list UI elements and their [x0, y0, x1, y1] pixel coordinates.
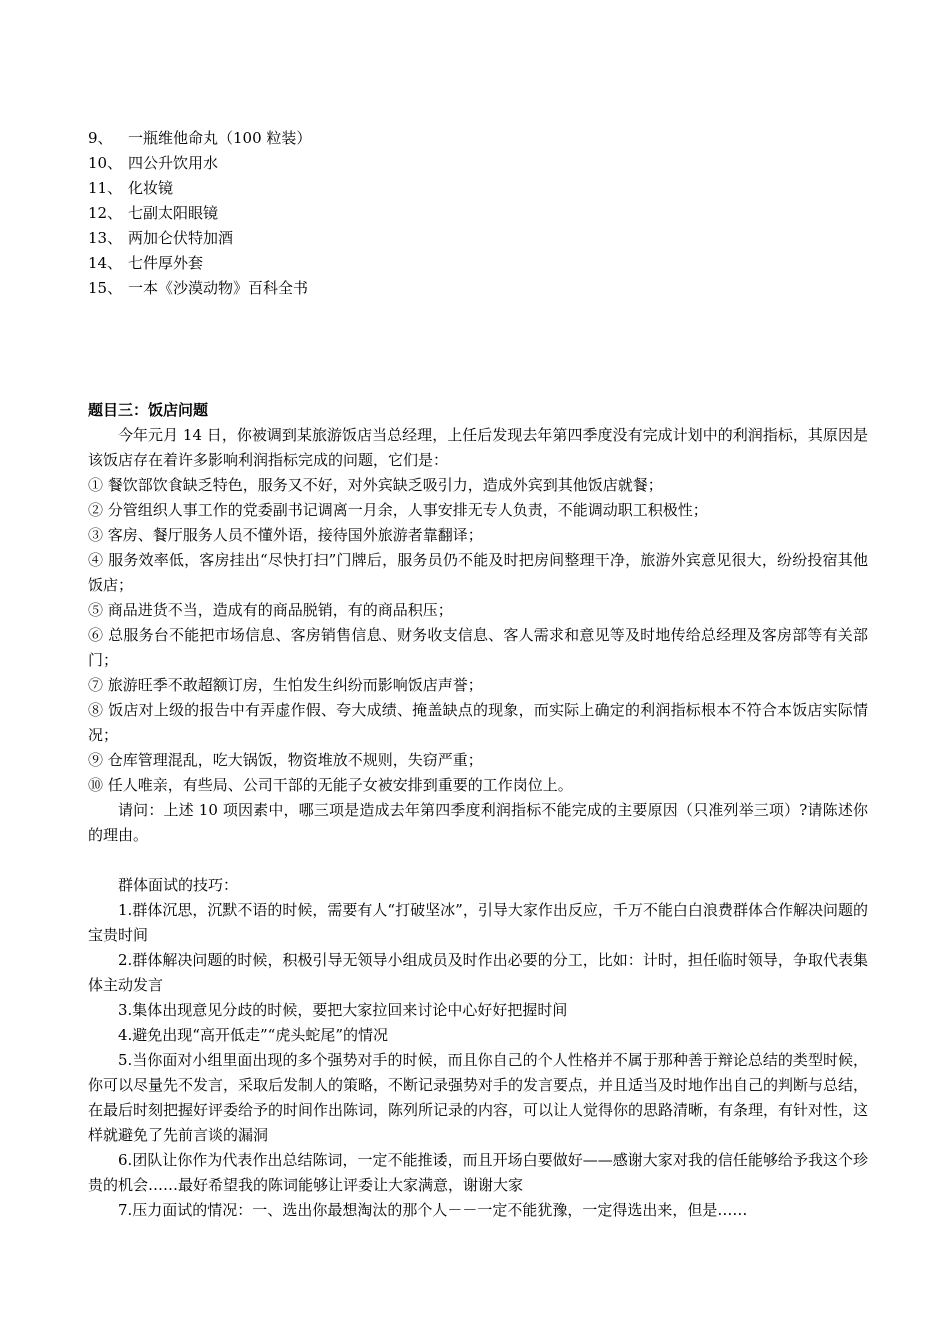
list-item-number: 10、: [88, 154, 123, 172]
problem-item: ⑥ 总服务台不能把市场信息、客房销售信息、财务收支信息、客人需求和意见等及时地传给总经理及客房部等有关部门；: [88, 626, 868, 669]
tip-item: 5.当你面对小组里面出现的多个强势对手的时候，而且你自己的个人性格并不属于那种善于辩论总结的类型时候，你可以尽量先不发言，采取后发制人的策略，不断记录强势对手的发言要点，并且适当及时地作出自己的判断与总结，在最后时刻把握好评委给予的时间作出陈词，陈列所记录的内容，可以让人觉得你的思路清晰，有条理，有针对性，这样就避免了先前言谈的漏洞: [88, 1051, 869, 1144]
problem-item: ⑩ 任人唯亲，有些局、公司干部的无能子女被安排到重要的工作岗位上。: [88, 776, 573, 794]
list-item: [88, 251, 868, 276]
problem-item: ① 餐饮部饮食缺乏特色，服务又不好，对外宾缺乏吸引力，造成外宾到其他饭店就餐；: [88, 476, 663, 494]
problem-item: ⑨ 仓库管理混乱，吃大锅饭，物资堆放不规则，失窃严重；: [88, 751, 483, 769]
list-item: [88, 276, 868, 301]
problem-item: ⑧ 饭店对上级的报告中有弄虚作假、夸大成绩、掩盖缺点的现象，而实际上确定的利润指标根本不符合本饭店实际情况；: [88, 701, 868, 744]
tip-item: 4.避免出现“高开低走”“虎头蛇尾”的情况: [118, 1026, 388, 1044]
list-item-text: 一瓶维他命丸（100 粒装）: [128, 129, 312, 147]
list-item-number: 12、: [88, 204, 123, 222]
list-item-number: 15、: [88, 279, 123, 297]
list-item: [88, 126, 868, 151]
blank-line: [88, 848, 868, 873]
list-item-number: 9、: [88, 129, 113, 147]
item-list: [88, 126, 868, 301]
problem-item: ⑦ 旅游旺季不敢超额订房，生怕发生纠纷而影响饭店声誉；: [88, 676, 483, 694]
tip-item: 7.压力面试的情况：一、选出你最想淘汰的那个人－－一定不能犹豫，一定得选出来，但是……: [118, 1201, 748, 1219]
problem-item: ③ 客房、餐厅服务人员不懂外语，接待国外旅游者靠翻译；: [88, 526, 483, 544]
list-item-number: 14、: [88, 254, 123, 272]
problem-item: ② 分管组织人事工作的党委副书记调离一月余，人事安排无专人负责，不能调动职工积极性；: [88, 501, 708, 519]
list-item: [88, 201, 868, 226]
list-item-text: 两加仑伏特加酒: [128, 229, 234, 247]
list-item-text: 化妆镜: [128, 179, 174, 197]
list-item-number: 13、: [88, 229, 123, 247]
section-question: 请问：上述 10 项因素中，哪三项是造成去年第四季度利润指标不能完成的主要原因（只准列举三项）?请陈述你的理由。: [88, 801, 868, 844]
tip-item: 3.集体出现意见分歧的时候，要把大家拉回来讨论中心好好把握时间: [118, 1001, 568, 1019]
tip-item: 6.团队让你作为代表作出总结陈词，一定不能推诿，而且开场白要做好——感谢大家对我的信任能够给予我这个珍贵的机会……最好希望我的陈词能够让评委让大家满意，谢谢大家: [88, 1151, 868, 1194]
list-item-text: 七副太阳眼镜: [128, 204, 219, 222]
list-item-number: 11、: [88, 179, 123, 197]
list-item-text: 一本《沙漠动物》百科全书: [128, 279, 309, 297]
tip-item: 2.群体解决问题的时候，积极引导无领导小组成员及时作出必要的分工，比如：计时，担任临时领导，争取代表集体主动发言: [88, 951, 868, 994]
section-intro: 今年元月 14 日，你被调到某旅游饭店当总经理，上任后发现去年第四季度没有完成计划中的利润指标，其原因是该饭店存在着许多影响利润指标完成的问题，它们是：: [88, 426, 868, 469]
list-item: [88, 176, 868, 201]
tip-item: 1.群体沉思，沉默不语的时候，需要有人“打破坚冰”，引导大家作出反应，千万不能白白浪费群体合作解决问题的宝贵时间: [88, 901, 868, 944]
section-title: 题目三：饭店问题: [88, 401, 209, 419]
list-item: [88, 151, 868, 176]
problem-item: ④ 服务效率低，客房挂出“尽快打扫”门牌后，服务员仍不能及时把房间整理干净，旅游外宾意见很大，纷纷投宿其他饭店；: [88, 551, 868, 594]
list-item: [88, 226, 868, 251]
list-item-text: 七件厚外套: [128, 254, 204, 272]
list-item-text: 四公升饮用水: [128, 154, 219, 172]
main-content: [88, 398, 868, 1223]
problem-item: ⑤ 商品进货不当，造成有的商品脱销，有的商品积压；: [88, 601, 453, 619]
tips-title: 群体面试的技巧：: [118, 876, 239, 894]
